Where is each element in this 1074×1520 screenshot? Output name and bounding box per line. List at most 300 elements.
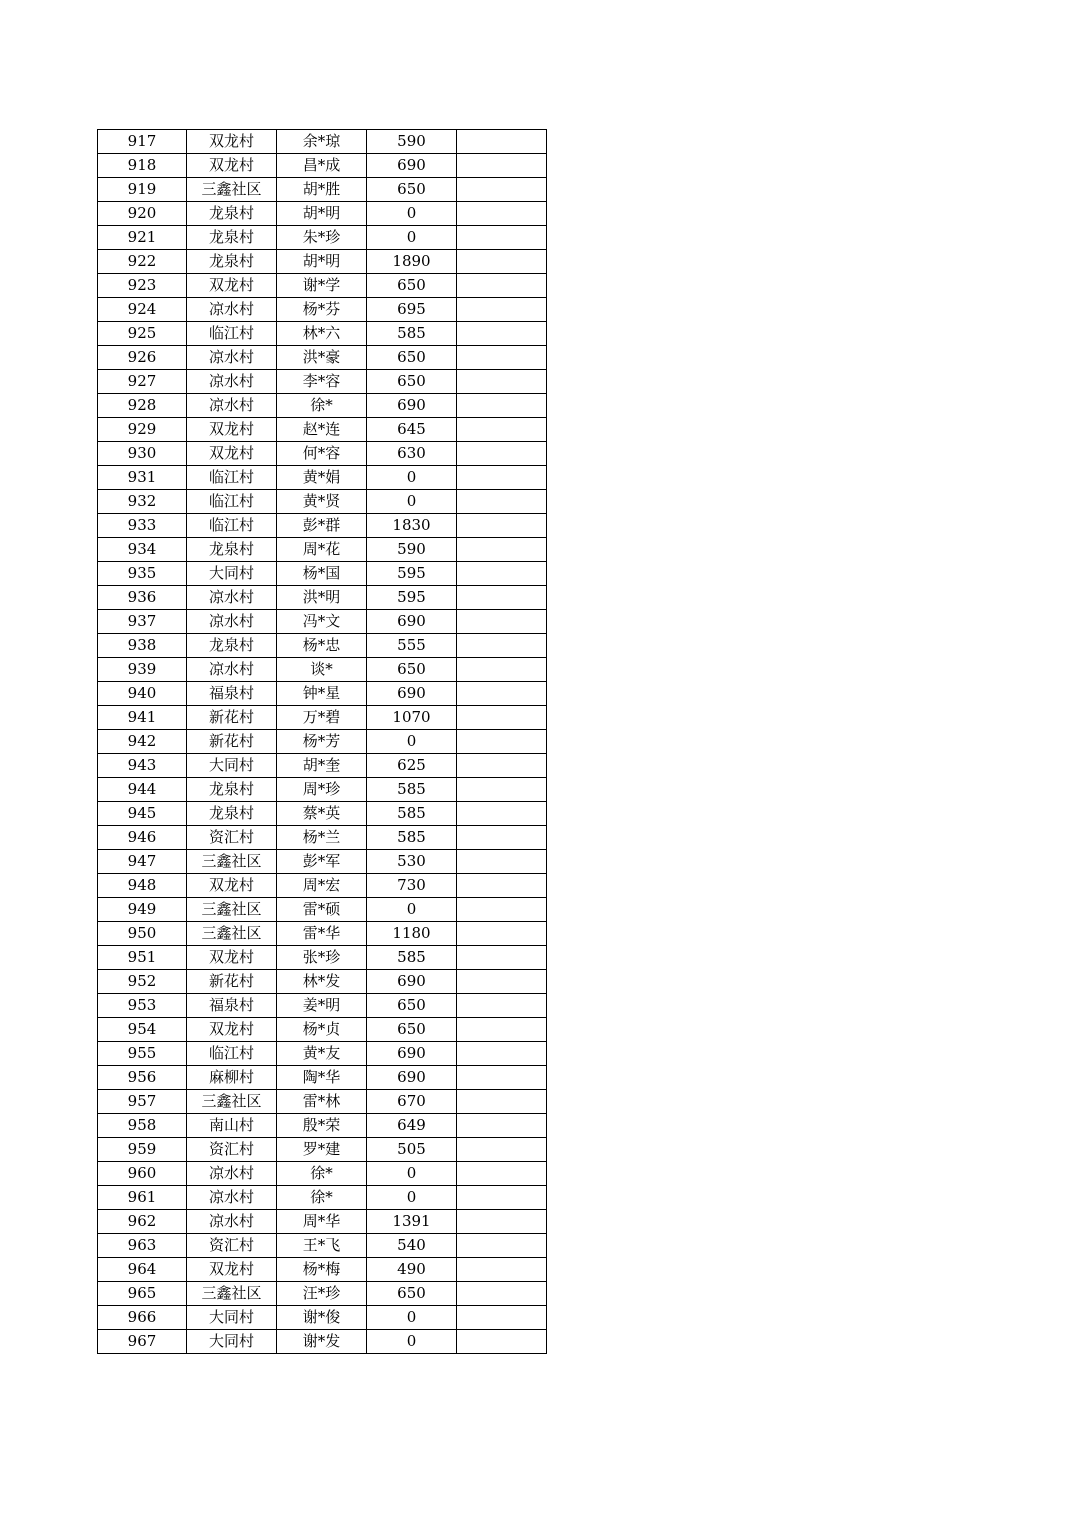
row-number-cell: 946 — [98, 826, 187, 850]
village-cell: 临江村 — [187, 322, 277, 346]
village-cell: 凉水村 — [187, 346, 277, 370]
row-number-cell: 965 — [98, 1282, 187, 1306]
name-cell: 万*碧 — [277, 706, 367, 730]
village-cell: 凉水村 — [187, 1162, 277, 1186]
table-row — [98, 778, 547, 802]
row-number-cell: 935 — [98, 562, 187, 586]
remark-cell — [457, 874, 547, 898]
remark-cell — [457, 898, 547, 922]
remark-cell — [457, 850, 547, 874]
name-cell: 洪*豪 — [277, 346, 367, 370]
name-cell: 胡*明 — [277, 250, 367, 274]
name-cell: 林*发 — [277, 970, 367, 994]
village-cell: 新花村 — [187, 730, 277, 754]
table-row — [98, 1042, 547, 1066]
amount-cell: 585 — [367, 946, 457, 970]
row-number-cell: 920 — [98, 202, 187, 226]
table-row — [98, 1306, 547, 1330]
table-row — [98, 1234, 547, 1258]
amount-cell: 0 — [367, 1306, 457, 1330]
village-cell: 福泉村 — [187, 682, 277, 706]
row-number-cell: 956 — [98, 1066, 187, 1090]
village-cell: 龙泉村 — [187, 778, 277, 802]
amount-cell: 1391 — [367, 1210, 457, 1234]
name-cell: 何*容 — [277, 442, 367, 466]
village-cell: 凉水村 — [187, 370, 277, 394]
remark-cell — [457, 826, 547, 850]
amount-cell: 0 — [367, 1162, 457, 1186]
name-cell: 黄*娟 — [277, 466, 367, 490]
village-cell: 双龙村 — [187, 1258, 277, 1282]
row-number-cell: 934 — [98, 538, 187, 562]
row-number-cell: 932 — [98, 490, 187, 514]
name-cell: 赵*连 — [277, 418, 367, 442]
village-cell: 临江村 — [187, 490, 277, 514]
amount-cell: 0 — [367, 898, 457, 922]
table-row — [98, 1066, 547, 1090]
row-number-cell: 953 — [98, 994, 187, 1018]
amount-cell: 650 — [367, 658, 457, 682]
remark-cell — [457, 178, 547, 202]
table-row — [98, 754, 547, 778]
table-row — [98, 826, 547, 850]
village-cell: 大同村 — [187, 1330, 277, 1354]
name-cell: 昌*成 — [277, 154, 367, 178]
remark-cell — [457, 1018, 547, 1042]
row-number-cell: 936 — [98, 586, 187, 610]
amount-cell: 690 — [367, 1066, 457, 1090]
table-row — [98, 1258, 547, 1282]
row-number-cell: 921 — [98, 226, 187, 250]
amount-cell: 0 — [367, 226, 457, 250]
remark-cell — [457, 610, 547, 634]
remark-cell — [457, 994, 547, 1018]
amount-cell: 585 — [367, 802, 457, 826]
amount-cell: 590 — [367, 538, 457, 562]
row-number-cell: 928 — [98, 394, 187, 418]
row-number-cell: 951 — [98, 946, 187, 970]
remark-cell — [457, 298, 547, 322]
amount-cell: 695 — [367, 298, 457, 322]
row-number-cell: 919 — [98, 178, 187, 202]
village-cell: 大同村 — [187, 562, 277, 586]
remark-cell — [457, 1114, 547, 1138]
table-row — [98, 370, 547, 394]
table-row — [98, 850, 547, 874]
name-cell: 张*珍 — [277, 946, 367, 970]
row-number-cell: 959 — [98, 1138, 187, 1162]
name-cell: 彭*军 — [277, 850, 367, 874]
row-number-cell: 929 — [98, 418, 187, 442]
row-number-cell: 958 — [98, 1114, 187, 1138]
row-number-cell: 962 — [98, 1210, 187, 1234]
name-cell: 周*宏 — [277, 874, 367, 898]
row-number-cell: 957 — [98, 1090, 187, 1114]
remark-cell — [457, 538, 547, 562]
remark-cell — [457, 250, 547, 274]
table-row — [98, 346, 547, 370]
name-cell: 汪*珍 — [277, 1282, 367, 1306]
village-cell: 双龙村 — [187, 274, 277, 298]
row-number-cell: 955 — [98, 1042, 187, 1066]
remark-cell — [457, 802, 547, 826]
amount-cell: 595 — [367, 562, 457, 586]
remark-cell — [457, 490, 547, 514]
table-row — [98, 658, 547, 682]
remark-cell — [457, 586, 547, 610]
village-cell: 龙泉村 — [187, 226, 277, 250]
village-cell: 三鑫社区 — [187, 898, 277, 922]
amount-cell: 690 — [367, 682, 457, 706]
table-row — [98, 682, 547, 706]
name-cell: 徐* — [277, 1162, 367, 1186]
table-row — [98, 1090, 547, 1114]
amount-cell: 0 — [367, 490, 457, 514]
amount-cell: 585 — [367, 826, 457, 850]
remark-cell — [457, 634, 547, 658]
village-cell: 双龙村 — [187, 154, 277, 178]
row-number-cell: 927 — [98, 370, 187, 394]
amount-cell: 730 — [367, 874, 457, 898]
row-number-cell: 923 — [98, 274, 187, 298]
village-cell: 凉水村 — [187, 586, 277, 610]
amount-cell: 1830 — [367, 514, 457, 538]
amount-cell: 649 — [367, 1114, 457, 1138]
remark-cell — [457, 1138, 547, 1162]
row-number-cell: 966 — [98, 1306, 187, 1330]
table-row — [98, 130, 547, 154]
amount-cell: 585 — [367, 778, 457, 802]
village-cell: 南山村 — [187, 1114, 277, 1138]
remark-cell — [457, 226, 547, 250]
table-row — [98, 898, 547, 922]
table-row — [98, 1186, 547, 1210]
amount-cell: 650 — [367, 274, 457, 298]
name-cell: 杨*忠 — [277, 634, 367, 658]
village-cell: 资汇村 — [187, 826, 277, 850]
name-cell: 徐* — [277, 1186, 367, 1210]
remark-cell — [457, 202, 547, 226]
amount-cell: 0 — [367, 466, 457, 490]
name-cell: 林*六 — [277, 322, 367, 346]
table-row — [98, 1114, 547, 1138]
village-cell: 临江村 — [187, 514, 277, 538]
remark-cell — [457, 1186, 547, 1210]
table-row — [98, 730, 547, 754]
village-cell: 双龙村 — [187, 442, 277, 466]
table-row — [98, 874, 547, 898]
amount-cell: 690 — [367, 394, 457, 418]
row-number-cell: 944 — [98, 778, 187, 802]
name-cell: 余*琼 — [277, 130, 367, 154]
remark-cell — [457, 154, 547, 178]
remark-cell — [457, 946, 547, 970]
remark-cell — [457, 1042, 547, 1066]
row-number-cell: 931 — [98, 466, 187, 490]
amount-cell: 585 — [367, 322, 457, 346]
row-number-cell: 950 — [98, 922, 187, 946]
row-number-cell: 943 — [98, 754, 187, 778]
village-cell: 凉水村 — [187, 394, 277, 418]
remark-cell — [457, 346, 547, 370]
row-number-cell: 947 — [98, 850, 187, 874]
village-cell: 福泉村 — [187, 994, 277, 1018]
row-number-cell: 926 — [98, 346, 187, 370]
name-cell: 胡*明 — [277, 202, 367, 226]
row-number-cell: 954 — [98, 1018, 187, 1042]
table-row — [98, 562, 547, 586]
amount-cell: 0 — [367, 202, 457, 226]
name-cell: 蔡*英 — [277, 802, 367, 826]
village-cell: 资汇村 — [187, 1138, 277, 1162]
name-cell: 王*飞 — [277, 1234, 367, 1258]
village-cell: 三鑫社区 — [187, 1282, 277, 1306]
name-cell: 姜*明 — [277, 994, 367, 1018]
village-cell: 三鑫社区 — [187, 850, 277, 874]
amount-cell: 690 — [367, 610, 457, 634]
row-number-cell: 924 — [98, 298, 187, 322]
remark-cell — [457, 1330, 547, 1354]
table-row — [98, 1282, 547, 1306]
table-row — [98, 490, 547, 514]
village-cell: 三鑫社区 — [187, 1090, 277, 1114]
row-number-cell: 942 — [98, 730, 187, 754]
row-number-cell: 961 — [98, 1186, 187, 1210]
table-row — [98, 1210, 547, 1234]
table-row — [98, 586, 547, 610]
name-cell: 朱*珍 — [277, 226, 367, 250]
table-row — [98, 202, 547, 226]
table-row — [98, 442, 547, 466]
row-number-cell: 918 — [98, 154, 187, 178]
name-cell: 胡*胜 — [277, 178, 367, 202]
row-number-cell: 917 — [98, 130, 187, 154]
village-cell: 龙泉村 — [187, 250, 277, 274]
name-cell: 黄*友 — [277, 1042, 367, 1066]
remark-cell — [457, 1162, 547, 1186]
table-row — [98, 610, 547, 634]
remark-cell — [457, 130, 547, 154]
village-cell: 双龙村 — [187, 874, 277, 898]
row-number-cell: 940 — [98, 682, 187, 706]
name-cell: 陶*华 — [277, 1066, 367, 1090]
village-cell: 新花村 — [187, 970, 277, 994]
amount-cell: 0 — [367, 730, 457, 754]
village-cell: 大同村 — [187, 754, 277, 778]
row-number-cell: 939 — [98, 658, 187, 682]
name-cell: 谢*学 — [277, 274, 367, 298]
remark-cell — [457, 682, 547, 706]
amount-cell: 505 — [367, 1138, 457, 1162]
amount-cell: 540 — [367, 1234, 457, 1258]
village-cell: 凉水村 — [187, 610, 277, 634]
village-cell: 龙泉村 — [187, 634, 277, 658]
name-cell: 罗*建 — [277, 1138, 367, 1162]
amount-cell: 590 — [367, 130, 457, 154]
name-cell: 周*华 — [277, 1210, 367, 1234]
remark-cell — [457, 970, 547, 994]
remark-cell — [457, 1258, 547, 1282]
name-cell: 黄*贤 — [277, 490, 367, 514]
table-row — [98, 1330, 547, 1354]
name-cell: 雷*华 — [277, 922, 367, 946]
amount-cell: 490 — [367, 1258, 457, 1282]
remark-cell — [457, 274, 547, 298]
table-row — [98, 154, 547, 178]
village-cell: 临江村 — [187, 1042, 277, 1066]
table-row — [98, 466, 547, 490]
village-cell: 三鑫社区 — [187, 178, 277, 202]
amount-cell: 650 — [367, 346, 457, 370]
name-cell: 谢*俊 — [277, 1306, 367, 1330]
amount-cell: 650 — [367, 994, 457, 1018]
name-cell: 周*花 — [277, 538, 367, 562]
amount-cell: 1180 — [367, 922, 457, 946]
name-cell: 杨*国 — [277, 562, 367, 586]
name-cell: 雷*硕 — [277, 898, 367, 922]
row-number-cell: 933 — [98, 514, 187, 538]
village-cell: 新花村 — [187, 706, 277, 730]
name-cell: 钟*星 — [277, 682, 367, 706]
table-row — [98, 226, 547, 250]
amount-cell: 0 — [367, 1186, 457, 1210]
amount-cell: 690 — [367, 154, 457, 178]
village-cell: 大同村 — [187, 1306, 277, 1330]
table-row — [98, 322, 547, 346]
remark-cell — [457, 1282, 547, 1306]
amount-cell: 650 — [367, 1018, 457, 1042]
name-cell: 雷*林 — [277, 1090, 367, 1114]
village-cell: 龙泉村 — [187, 802, 277, 826]
row-number-cell: 948 — [98, 874, 187, 898]
table-row — [98, 274, 547, 298]
remark-cell — [457, 754, 547, 778]
amount-cell: 690 — [367, 970, 457, 994]
table-body — [98, 130, 547, 1354]
name-cell: 杨*芬 — [277, 298, 367, 322]
remark-cell — [457, 418, 547, 442]
table-row — [98, 706, 547, 730]
table-row — [98, 178, 547, 202]
name-cell: 周*珍 — [277, 778, 367, 802]
amount-cell: 650 — [367, 370, 457, 394]
table-row — [98, 634, 547, 658]
village-cell: 凉水村 — [187, 658, 277, 682]
table-row — [98, 970, 547, 994]
name-cell: 徐* — [277, 394, 367, 418]
table-row — [98, 298, 547, 322]
village-cell: 双龙村 — [187, 130, 277, 154]
data-table — [97, 129, 547, 1354]
table-row — [98, 538, 547, 562]
village-cell: 麻柳村 — [187, 1066, 277, 1090]
remark-cell — [457, 394, 547, 418]
amount-cell: 630 — [367, 442, 457, 466]
name-cell: 胡*奎 — [277, 754, 367, 778]
table-row — [98, 946, 547, 970]
remark-cell — [457, 1306, 547, 1330]
table-row — [98, 922, 547, 946]
amount-cell: 670 — [367, 1090, 457, 1114]
table-row — [98, 514, 547, 538]
table-row — [98, 418, 547, 442]
row-number-cell: 922 — [98, 250, 187, 274]
village-cell: 龙泉村 — [187, 538, 277, 562]
name-cell: 谈* — [277, 658, 367, 682]
amount-cell: 690 — [367, 1042, 457, 1066]
amount-cell: 530 — [367, 850, 457, 874]
remark-cell — [457, 1090, 547, 1114]
village-cell: 资汇村 — [187, 1234, 277, 1258]
amount-cell: 650 — [367, 178, 457, 202]
village-cell: 凉水村 — [187, 1186, 277, 1210]
remark-cell — [457, 778, 547, 802]
name-cell: 杨*兰 — [277, 826, 367, 850]
row-number-cell: 937 — [98, 610, 187, 634]
table-row — [98, 1138, 547, 1162]
amount-cell: 650 — [367, 1282, 457, 1306]
table-row — [98, 802, 547, 826]
amount-cell: 625 — [367, 754, 457, 778]
table-row — [98, 1162, 547, 1186]
remark-cell — [457, 658, 547, 682]
remark-cell — [457, 730, 547, 754]
name-cell: 彭*群 — [277, 514, 367, 538]
remark-cell — [457, 922, 547, 946]
name-cell: 杨*梅 — [277, 1258, 367, 1282]
amount-cell: 595 — [367, 586, 457, 610]
village-cell: 临江村 — [187, 466, 277, 490]
name-cell: 冯*文 — [277, 610, 367, 634]
row-number-cell: 925 — [98, 322, 187, 346]
amount-cell: 645 — [367, 418, 457, 442]
row-number-cell: 960 — [98, 1162, 187, 1186]
table-row — [98, 994, 547, 1018]
remark-cell — [457, 1210, 547, 1234]
remark-cell — [457, 466, 547, 490]
row-number-cell: 938 — [98, 634, 187, 658]
village-cell: 双龙村 — [187, 1018, 277, 1042]
name-cell: 谢*发 — [277, 1330, 367, 1354]
name-cell: 殷*荣 — [277, 1114, 367, 1138]
name-cell: 杨*芳 — [277, 730, 367, 754]
row-number-cell: 967 — [98, 1330, 187, 1354]
remark-cell — [457, 1066, 547, 1090]
table-row — [98, 250, 547, 274]
name-cell: 李*容 — [277, 370, 367, 394]
village-cell: 双龙村 — [187, 946, 277, 970]
name-cell: 洪*明 — [277, 586, 367, 610]
remark-cell — [457, 442, 547, 466]
row-number-cell: 963 — [98, 1234, 187, 1258]
remark-cell — [457, 562, 547, 586]
village-cell: 凉水村 — [187, 1210, 277, 1234]
remark-cell — [457, 514, 547, 538]
amount-cell: 0 — [367, 1330, 457, 1354]
village-cell: 双龙村 — [187, 418, 277, 442]
row-number-cell: 941 — [98, 706, 187, 730]
row-number-cell: 964 — [98, 1258, 187, 1282]
remark-cell — [457, 1234, 547, 1258]
remark-cell — [457, 370, 547, 394]
row-number-cell: 952 — [98, 970, 187, 994]
row-number-cell: 949 — [98, 898, 187, 922]
row-number-cell: 930 — [98, 442, 187, 466]
amount-cell: 555 — [367, 634, 457, 658]
village-cell: 凉水村 — [187, 298, 277, 322]
table-row — [98, 1018, 547, 1042]
village-cell: 三鑫社区 — [187, 922, 277, 946]
